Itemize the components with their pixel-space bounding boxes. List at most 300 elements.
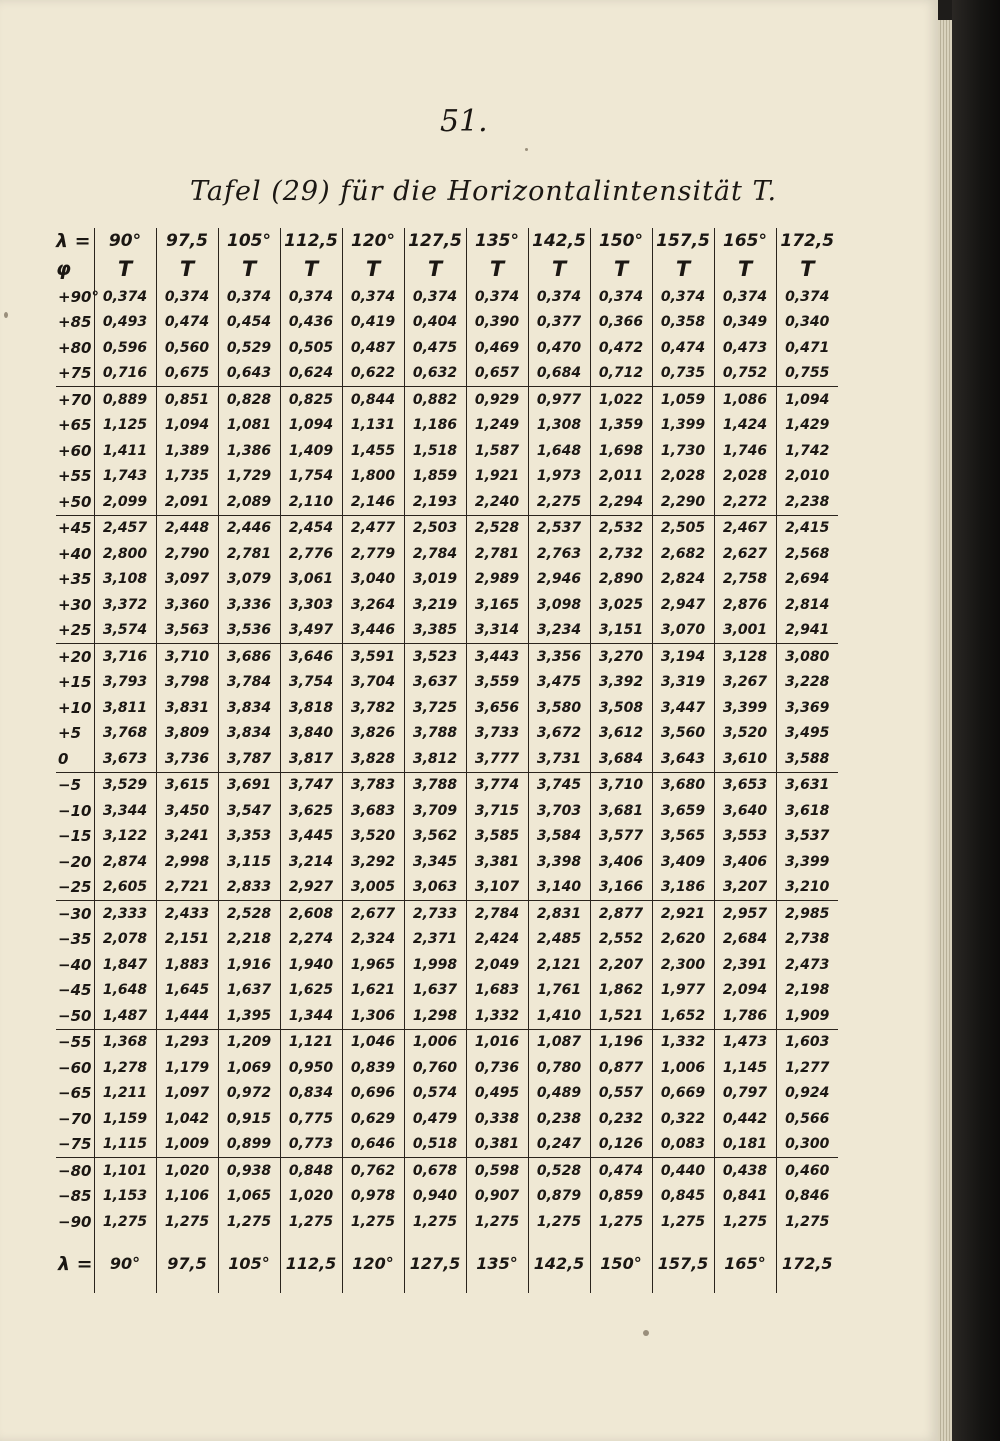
table-cell: 0,557: [590, 1081, 652, 1107]
latitude-label: −60: [58, 1058, 92, 1077]
table-row: [56, 310, 838, 336]
table-cell: 1,409: [280, 438, 342, 464]
table-cell: 0,735: [652, 361, 714, 387]
table-cell: 0,846: [776, 1184, 838, 1210]
table-cell: 0,374: [342, 284, 404, 310]
table-cell: 3,108: [94, 567, 156, 593]
table-cell: 1,344: [280, 1003, 342, 1029]
table-cell: 0,828: [218, 387, 280, 413]
table-cell: 3,399: [714, 695, 776, 721]
table-cell: 2,415: [776, 515, 838, 541]
table-cell: 0,877: [590, 1055, 652, 1081]
table-cell: 0,472: [590, 335, 652, 361]
unit-symbol: T: [714, 254, 776, 284]
table-cell: 3,381: [466, 849, 528, 875]
table-cell: 0,419: [342, 310, 404, 336]
table-cell: 3,497: [280, 618, 342, 644]
table-cell: 0,247: [528, 1132, 590, 1158]
table-cell: 3,659: [652, 798, 714, 824]
table-cell: 2,998: [156, 849, 218, 875]
table-cell: 0,684: [528, 361, 590, 387]
table-cell: 1,389: [156, 438, 218, 464]
table-cell: 0,083: [652, 1132, 714, 1158]
table-cell: 2,738: [776, 927, 838, 953]
table-cell: 3,529: [94, 772, 156, 798]
table-cell: 2,824: [652, 567, 714, 593]
table-cell: 3,716: [94, 644, 156, 670]
table-cell: 3,537: [776, 824, 838, 850]
page-edges: [938, 20, 952, 1441]
table-cell: 0,232: [590, 1106, 652, 1132]
page-number: 51.: [440, 104, 488, 139]
table-cell: 0,366: [590, 310, 652, 336]
table-cell: 1,386: [218, 438, 280, 464]
table-cell: 0,834: [280, 1081, 342, 1107]
table-cell: 2,763: [528, 541, 590, 567]
table-cell: 1,621: [342, 978, 404, 1004]
table-cell: 1,275: [94, 1209, 156, 1235]
table-cell: 1,159: [94, 1106, 156, 1132]
table-cell: 0,736: [466, 1055, 528, 1081]
table-cell: 2,011: [590, 464, 652, 490]
table-cell: 0,678: [404, 1158, 466, 1184]
table-cell: 0,518: [404, 1132, 466, 1158]
table-cell: 1,761: [528, 978, 590, 1004]
table-row: [56, 746, 838, 772]
table-cell: 0,374: [404, 284, 466, 310]
table-cell: 2,876: [714, 592, 776, 618]
latitude-label: +5: [58, 724, 82, 743]
table-row: [56, 1209, 838, 1235]
table-cell: 1,249: [466, 413, 528, 439]
table-cell: 1,275: [714, 1209, 776, 1235]
table-cell: 0,851: [156, 387, 218, 413]
table-cell: 3,683: [342, 798, 404, 824]
footer-longitude: 165°: [714, 1235, 776, 1293]
table-cell: 1,729: [218, 464, 280, 490]
table-cell: 1,973: [528, 464, 590, 490]
table-cell: 3,079: [218, 567, 280, 593]
table-cell: 1,196: [590, 1029, 652, 1055]
table-cell: 3,834: [218, 695, 280, 721]
table-cell: 3,731: [528, 746, 590, 772]
table-cell: 3,360: [156, 592, 218, 618]
table-cell: 3,680: [652, 772, 714, 798]
table-cell: 1,101: [94, 1158, 156, 1184]
table-cell: 1,275: [404, 1209, 466, 1235]
table-cell: 3,040: [342, 567, 404, 593]
table-cell: 1,883: [156, 952, 218, 978]
latitude-label: +50: [56, 489, 94, 515]
table-cell: 1,186: [404, 413, 466, 439]
table-cell: 3,788: [404, 772, 466, 798]
table-cell: 1,006: [404, 1029, 466, 1055]
table-cell: 3,577: [590, 824, 652, 850]
table-cell: 1,977: [652, 978, 714, 1004]
table-cell: 0,675: [156, 361, 218, 387]
table-cell: 3,681: [590, 798, 652, 824]
table-cell: 2,454: [280, 515, 342, 541]
table-row: [56, 670, 838, 696]
table-cell: 3,228: [776, 670, 838, 696]
table-cell: 0,438: [714, 1158, 776, 1184]
table-cell: 3,319: [652, 670, 714, 696]
table-cell: 2,275: [528, 489, 590, 515]
table-cell: 1,998: [404, 952, 466, 978]
table-row: [56, 618, 838, 644]
table-cell: 0,474: [652, 335, 714, 361]
table-cell: 1,131: [342, 413, 404, 439]
table-cell: 3,783: [342, 772, 404, 798]
table-cell: 0,181: [714, 1132, 776, 1158]
table-cell: 3,523: [404, 644, 466, 670]
table-cell: 0,374: [156, 284, 218, 310]
table-cell: 2,605: [94, 875, 156, 901]
table-cell: 1,587: [466, 438, 528, 464]
longitude-header: 90°: [94, 228, 156, 254]
unit-header-row: [56, 254, 838, 284]
table-cell: 3,673: [94, 746, 156, 772]
table-cell: 1,698: [590, 438, 652, 464]
table-cell: 2,927: [280, 875, 342, 901]
table-cell: 2,779: [342, 541, 404, 567]
book-cover: [952, 0, 1000, 1441]
table-row: [56, 1029, 838, 1055]
table-cell: 2,608: [280, 901, 342, 927]
table-cell: 0,469: [466, 335, 528, 361]
table-row: [56, 772, 838, 798]
table-cell: 3,615: [156, 772, 218, 798]
table-cell: 2,941: [776, 618, 838, 644]
intensity-table: [56, 228, 838, 1293]
table-row: [56, 1106, 838, 1132]
table-cell: 3,409: [652, 849, 714, 875]
latitude-label: −65: [58, 1084, 92, 1103]
table-cell: 1,009: [156, 1132, 218, 1158]
latitude-label: −5: [58, 776, 82, 795]
table-cell: 3,831: [156, 695, 218, 721]
table-cell: 3,392: [590, 670, 652, 696]
latitude-label: +35: [58, 570, 92, 589]
table-cell: 0,977: [528, 387, 590, 413]
table-cell: 0,381: [466, 1132, 528, 1158]
table-cell: 1,399: [652, 413, 714, 439]
table-cell: 1,742: [776, 438, 838, 464]
footer-longitude: 127,5: [404, 1235, 466, 1293]
table-cell: 2,781: [218, 541, 280, 567]
table-row: [56, 1081, 838, 1107]
table-cell: 0,374: [466, 284, 528, 310]
table-cell: 3,733: [466, 721, 528, 747]
longitude-header: 120°: [342, 228, 404, 254]
table-cell: 3,344: [94, 798, 156, 824]
table-cell: 1,020: [280, 1184, 342, 1210]
table-cell: 3,768: [94, 721, 156, 747]
table-row: [56, 1132, 838, 1158]
table-cell: 1,094: [280, 413, 342, 439]
footer-longitude: 135°: [466, 1235, 528, 1293]
table-cell: 3,447: [652, 695, 714, 721]
table-cell: 3,495: [776, 721, 838, 747]
table-cell: 3,725: [404, 695, 466, 721]
table-cell: 0,340: [776, 310, 838, 336]
table-cell: 0,899: [218, 1132, 280, 1158]
table-cell: 0,841: [714, 1184, 776, 1210]
table-cell: 3,128: [714, 644, 776, 670]
table-cell: 0,762: [342, 1158, 404, 1184]
table-row: [56, 1003, 838, 1029]
table-cell: 1,786: [714, 1003, 776, 1029]
paper-speck: [643, 1330, 649, 1336]
table-cell: 0,889: [94, 387, 156, 413]
table-cell: 2,238: [776, 489, 838, 515]
table-cell: 2,078: [94, 927, 156, 953]
table-cell: 2,099: [94, 489, 156, 515]
table-cell: 0,505: [280, 335, 342, 361]
table-row: [56, 824, 838, 850]
table-cell: 3,336: [218, 592, 280, 618]
table-cell: 1,275: [652, 1209, 714, 1235]
table-cell: 2,784: [466, 901, 528, 927]
table-cell: 0,238: [528, 1106, 590, 1132]
table-cell: 3,812: [404, 746, 466, 772]
table-cell: 0,390: [466, 310, 528, 336]
table-cell: 3,001: [714, 618, 776, 644]
table-cell: 2,094: [714, 978, 776, 1004]
longitude-header: 97,5: [156, 228, 218, 254]
table-cell: 3,809: [156, 721, 218, 747]
table-cell: 2,833: [218, 875, 280, 901]
latitude-label: +40: [58, 544, 92, 563]
table-cell: 3,140: [528, 875, 590, 901]
longitude-header: 150°: [590, 228, 652, 254]
table-cell: 1,087: [528, 1029, 590, 1055]
table-cell: 1,275: [528, 1209, 590, 1235]
table-cell: 0,629: [342, 1106, 404, 1132]
table-cell: 3,754: [280, 670, 342, 696]
table-row: [56, 1158, 838, 1184]
latitude-label: −15: [58, 827, 92, 846]
table-cell: 3,122: [94, 824, 156, 850]
table-cell: 0,566: [776, 1106, 838, 1132]
table-cell: 1,125: [94, 413, 156, 439]
table-cell: 0,374: [590, 284, 652, 310]
table-row: [56, 978, 838, 1004]
table-cell: 3,574: [94, 618, 156, 644]
table-cell: 3,686: [218, 644, 280, 670]
table-cell: 3,625: [280, 798, 342, 824]
table-cell: 2,371: [404, 927, 466, 953]
table-cell: 0,126: [590, 1132, 652, 1158]
table-cell: 0,696: [342, 1081, 404, 1107]
table-cell: 2,146: [342, 489, 404, 515]
table-cell: 3,691: [218, 772, 280, 798]
table-cell: 1,081: [218, 413, 280, 439]
table-cell: 2,568: [776, 541, 838, 567]
table-cell: 1,065: [218, 1184, 280, 1210]
table-cell: 1,094: [156, 413, 218, 439]
table-cell: 3,267: [714, 670, 776, 696]
footer-longitude: 172,5: [776, 1235, 838, 1293]
table-cell: 3,097: [156, 567, 218, 593]
table-cell: 1,277: [776, 1055, 838, 1081]
table-cell: 3,475: [528, 670, 590, 696]
table-cell: 3,584: [528, 824, 590, 850]
table-cell: 3,446: [342, 618, 404, 644]
table-cell: 2,682: [652, 541, 714, 567]
table-cell: 0,475: [404, 335, 466, 361]
table-cell: 3,151: [590, 618, 652, 644]
table-cell: 2,218: [218, 927, 280, 953]
footer-longitude: 105°: [218, 1235, 280, 1293]
table-row: [56, 875, 838, 901]
table-cell: 3,818: [280, 695, 342, 721]
table-cell: 2,091: [156, 489, 218, 515]
latitude-label: −25: [56, 875, 94, 901]
table-cell: 0,374: [528, 284, 590, 310]
table-cell: 1,429: [776, 413, 838, 439]
table-cell: 0,669: [652, 1081, 714, 1107]
table-cell: 1,275: [280, 1209, 342, 1235]
table-cell: 0,474: [156, 310, 218, 336]
table-cell: 1,121: [280, 1029, 342, 1055]
table-cell: 2,781: [466, 541, 528, 567]
table-cell: 3,063: [404, 875, 466, 901]
table-cell: 2,552: [590, 927, 652, 953]
table-cell: 3,774: [466, 772, 528, 798]
latitude-label: −10: [58, 801, 92, 820]
table-cell: 2,448: [156, 515, 218, 541]
table-cell: 2,333: [94, 901, 156, 927]
table-cell: 0,473: [714, 335, 776, 361]
table-row: [56, 927, 838, 953]
unit-symbol: T: [776, 254, 838, 284]
table-cell: 3,385: [404, 618, 466, 644]
table-cell: 0,322: [652, 1106, 714, 1132]
table-cell: 1,648: [94, 978, 156, 1004]
table-cell: 0,859: [590, 1184, 652, 1210]
footer-row: [56, 1235, 838, 1293]
table-cell: 1,275: [156, 1209, 218, 1235]
latitude-label: +85: [58, 313, 92, 332]
table-row: [56, 438, 838, 464]
table-cell: 2,528: [218, 901, 280, 927]
table-cell: 0,374: [652, 284, 714, 310]
table-cell: 3,618: [776, 798, 838, 824]
longitude-header: 157,5: [652, 228, 714, 254]
table-cell: 0,454: [218, 310, 280, 336]
table-cell: 0,460: [776, 1158, 838, 1184]
table-cell: 0,972: [218, 1081, 280, 1107]
latitude-label: −45: [58, 981, 92, 1000]
table-cell: 1,115: [94, 1132, 156, 1158]
table-cell: 1,332: [652, 1029, 714, 1055]
table-cell: 2,733: [404, 901, 466, 927]
table-cell: 2,290: [652, 489, 714, 515]
table-cell: 3,207: [714, 875, 776, 901]
longitude-header: 135°: [466, 228, 528, 254]
table-cell: 3,264: [342, 592, 404, 618]
table-cell: 0,440: [652, 1158, 714, 1184]
table-row: [56, 798, 838, 824]
unit-symbol: T: [342, 254, 404, 284]
table-cell: 2,814: [776, 592, 838, 618]
table-cell: 3,798: [156, 670, 218, 696]
table-cell: 2,121: [528, 952, 590, 978]
table-cell: 3,098: [528, 592, 590, 618]
table-cell: 3,443: [466, 644, 528, 670]
table-cell: 1,487: [94, 1003, 156, 1029]
table-cell: 3,637: [404, 670, 466, 696]
latitude-label: +70: [58, 390, 92, 409]
table-cell: 0,560: [156, 335, 218, 361]
table-cell: 0,978: [342, 1184, 404, 1210]
table-cell: 3,399: [776, 849, 838, 875]
table-cell: 3,643: [652, 746, 714, 772]
table-cell: 0,657: [466, 361, 528, 387]
table-row: [56, 413, 838, 439]
table-cell: 2,758: [714, 567, 776, 593]
table-row: [56, 592, 838, 618]
table-cell: 0,436: [280, 310, 342, 336]
table-cell: 0,377: [528, 310, 590, 336]
table-cell: 1,637: [218, 978, 280, 1004]
table-cell: 3,565: [652, 824, 714, 850]
table-cell: 1,625: [280, 978, 342, 1004]
table-cell: 1,847: [94, 952, 156, 978]
table-cell: 3,834: [218, 721, 280, 747]
table-cell: 1,298: [404, 1003, 466, 1029]
table-cell: 2,457: [94, 515, 156, 541]
table-row: [56, 361, 838, 387]
table-cell: 2,467: [714, 515, 776, 541]
footer-longitude: 150°: [590, 1235, 652, 1293]
table-cell: 0,574: [404, 1081, 466, 1107]
table-cell: 2,684: [714, 927, 776, 953]
unit-symbol: T: [94, 254, 156, 284]
table-cell: 2,300: [652, 952, 714, 978]
latitude-label: −35: [58, 930, 92, 949]
latitude-label: −30: [58, 904, 92, 923]
table-cell: 2,957: [714, 901, 776, 927]
footer-longitude: 120°: [342, 1235, 404, 1293]
table-cell: 2,694: [776, 567, 838, 593]
table-cell: 3,672: [528, 721, 590, 747]
table-cell: 3,793: [94, 670, 156, 696]
table-cell: 0,780: [528, 1055, 590, 1081]
table-cell: 1,275: [776, 1209, 838, 1235]
longitude-header-row: [56, 228, 838, 254]
longitude-header: 172,5: [776, 228, 838, 254]
table-row: [56, 464, 838, 490]
table-cell: 1,859: [404, 464, 466, 490]
table-cell: 3,080: [776, 644, 838, 670]
table-cell: 3,292: [342, 849, 404, 875]
table-cell: 3,520: [714, 721, 776, 747]
table-cell: 1,411: [94, 438, 156, 464]
table-cell: 0,528: [528, 1158, 590, 1184]
table-cell: 1,275: [466, 1209, 528, 1235]
table-cell: 1,754: [280, 464, 342, 490]
latitude-label: −55: [58, 1033, 92, 1052]
table-cell: 3,559: [466, 670, 528, 696]
table-cell: 1,921: [466, 464, 528, 490]
table-cell: 1,648: [528, 438, 590, 464]
table-cell: 0,374: [94, 284, 156, 310]
latitude-label: −75: [56, 1132, 94, 1158]
table-cell: 3,536: [218, 618, 280, 644]
footer-longitude: 157,5: [652, 1235, 714, 1293]
